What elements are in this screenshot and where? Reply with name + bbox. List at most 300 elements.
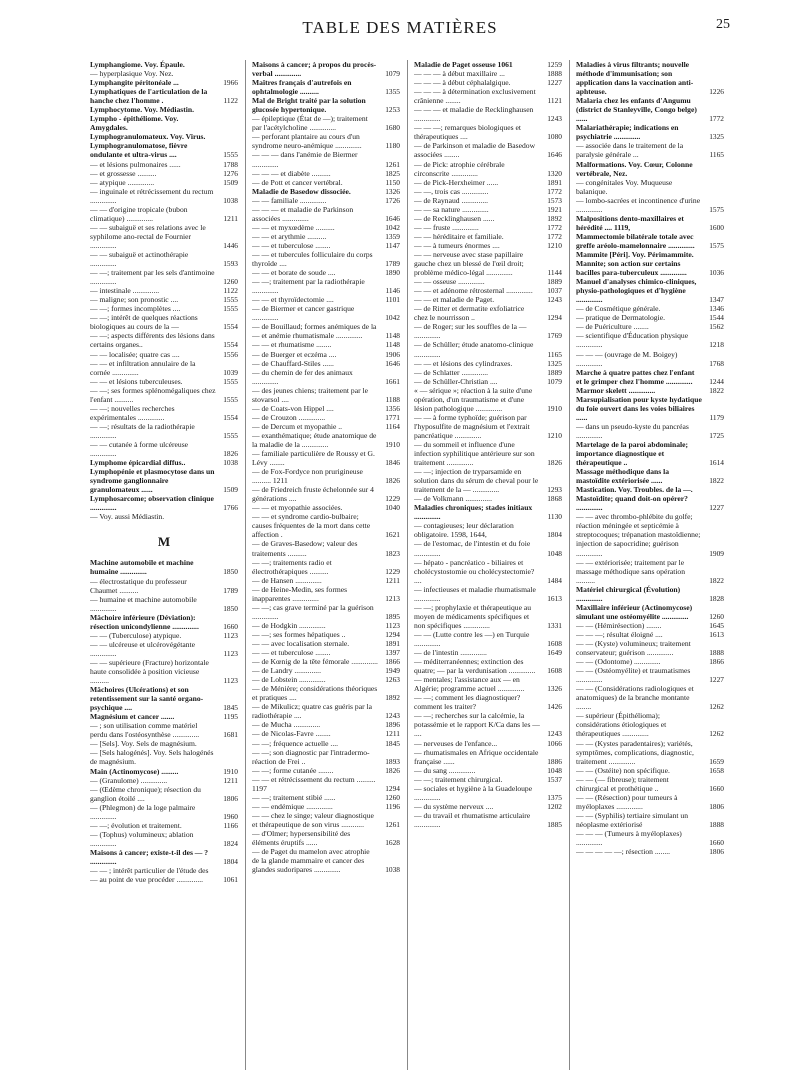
index-entry [414,241,562,250]
index-entry [252,576,400,585]
entry-page-number: 1320 [547,168,562,178]
entry-term: — — — et diabète .......... [252,168,331,178]
entry-term: Massage méthodique dans la mastoïdite extériorisée ...... [576,467,670,486]
entry-term: — de Hansen .............. [252,575,322,585]
index-entry [252,114,400,132]
entry-page-number: 1554 [223,322,238,332]
entry-page-number: 1325 [547,358,562,368]
entry-term: Lymphangiome. Voy. Épaule. [90,60,185,69]
entry-term: — — —; remarques biologiques et thérapeutiques .... [414,123,521,142]
entry-page-number: 1355 [385,87,400,97]
entry-term: — lombo-sacrées et incontinence d'urine .............. [576,195,701,214]
entry-page-number: 1806 [223,793,238,803]
index-entry [90,205,238,223]
entry-term: — — endémique .............. [252,801,333,811]
entry-term: — de Crouzon .............. [252,412,326,422]
column-divider [245,60,246,1070]
entry-term: — familiale particulière de Roussy et G. Lévy ........ [252,449,375,468]
entry-page-number: 1960 [223,811,238,821]
entry-term: Lymphopénie et plasmocytose dans un syndrome ganglionnaire granulomateux ...... [90,467,215,495]
entry-page-number: 1593 [223,259,238,269]
index-entry [576,711,724,738]
entry-term: — —; résultats de la radiothérapie .............. [90,421,195,440]
entry-page-number: 1725 [709,430,724,440]
entry-term: — — et thyroïdectomie .... [252,295,334,305]
entry-term: — (Tophus) volumineux; ablation .............. [90,829,194,848]
index-entry [252,558,400,576]
entry-term: — — et tuberculose ........ [252,648,331,658]
entry-term: — de Schlatter .............. [414,367,489,377]
entry-term: — — (Hémirésection) ........ [576,620,662,630]
index-entry [90,558,238,576]
index-entry [252,277,400,295]
entry-page-number: 1772 [547,222,562,232]
entry-page-number: 1195 [223,712,238,722]
entry-page-number: 1261 [385,159,400,169]
entry-term: — —; forme cutanée ........ [252,765,334,775]
entry-page-number: 1771 [385,412,400,422]
entry-page-number: 1822 [709,385,724,395]
entry-term: Marche à quatre pattes chez l'enfant et le grimper chez l'homme .............. [576,367,695,386]
entry-term: — de Parkinson et maladie de Basedow associées ........ [414,141,536,160]
entry-page-number: 1244 [709,376,724,386]
entry-term: — —; son diagnostic par l'intradermo-réaction de Frei .. [252,747,370,766]
entry-term: — sociales et hygiène à la Guadeloupe .............. [414,783,533,802]
entry-page-number: 1769 [547,331,562,341]
entry-term: — — cutanée à forme ulcéreuse .............. [90,439,189,459]
entry-page-number: 1600 [709,222,724,232]
index-entry [576,259,724,277]
entry-term: — — (Ostéomyélite) et traumatismes .............. [576,666,691,685]
entry-page-number: 1123 [385,620,400,630]
entry-term: — de Ritter et dermatite exfoliatrice chez le nourrisson .. [414,304,525,323]
entry-term: — — et arythmie .......... [252,231,327,241]
entry-term: — (Œdème chronique); résection du ganglion étoilé .... [90,784,201,803]
entry-term: — — — à détermination exclusivement crânienne ........ [414,87,536,106]
index-entry [414,214,562,223]
entry-page-number: 1850 [223,567,238,577]
index-entry [90,658,238,685]
index-entry [90,268,238,286]
entry-page-number: 1210 [547,240,562,250]
index-entry [414,187,562,196]
entry-term: — — — à début maxillaire ... [414,69,505,79]
entry-term: — — et rétrécissement du rectum .......... 1197 [252,774,376,793]
entry-page-number: 1613 [547,593,562,603]
index-entry [414,359,562,368]
index-entry [414,494,562,503]
entry-page-number: 1888 [547,69,562,79]
index-entry [414,250,562,277]
index-entry [90,69,238,78]
entry-page-number: 1039 [223,367,238,377]
entry-page-number: 1484 [547,575,562,585]
section-letter: M [157,534,171,550]
entry-term: Malariathérapie; indications en psychiatrie .............. [576,123,679,142]
index-entry [252,449,400,467]
index-entry [414,141,562,159]
entry-term: Malformations. Voy. Cœur, Colonne vertébrale, Nez. [576,159,693,178]
index-entry [414,675,562,693]
entry-page-number: 1555 [223,150,238,160]
entry-term: — associée dans le traitement de la paralysie générale ... [576,141,684,160]
index-entry [576,214,724,232]
index-entry [252,793,400,802]
index-entry [414,811,562,829]
entry-page-number: 1910 [223,766,238,776]
entry-page-number: 1130 [547,512,562,522]
index-entry [90,286,238,295]
entry-page-number: 1613 [709,629,724,639]
entry-term: — — — (Tumeurs à myéloplaxes) .............. [576,828,682,848]
entry-page-number: 1144 [547,268,562,278]
entry-page-number: 1555 [223,376,238,386]
entry-page-number: 1886 [547,756,562,766]
index-entry [90,160,238,169]
entry-page-number: 1788 [223,159,238,169]
entry-page-number: 1227 [709,675,724,685]
entry-term: — — — (ouvrage de M. Boigey) .............. [576,349,678,368]
entry-page-number: 1426 [547,702,562,712]
entry-page-number: 1823 [385,548,400,558]
index-entry [414,440,562,467]
index-entry [414,603,562,630]
entry-page-number: 1804 [223,856,238,866]
entry-page-number: 1845 [385,738,400,748]
index-entry [252,169,400,178]
index-entry [90,866,238,884]
entry-term: — de Raynaud .............. [414,195,489,205]
entry-page-number: 1660 [709,838,724,848]
entry-term: — — (Ostéite) non spécifique. [576,765,670,775]
entry-term: — de Lobstein .............. [252,675,326,685]
entry-page-number: 1910 [385,439,400,449]
entry-term: Maîtres français d'autrefois en ophtalmologie .......... [252,78,352,97]
index-entry [252,386,400,404]
entry-page-number: 1893 [385,756,400,766]
entry-page-number: 1202 [547,801,562,811]
entry-term: — de Heine-Medin, ses formes inapparentes .............. [252,584,348,603]
index-entry [90,440,238,458]
entry-term: — inguinale et rétrécissement du rectum .............. [90,186,214,205]
index-entry [90,350,238,359]
entry-term: Magnésium et cancer ....... [90,712,175,722]
entry-term: — scientifique d'Éducation physique .............. [576,331,689,350]
entry-page-number: 1326 [547,684,562,694]
index-entry [252,657,400,666]
index-entry [576,96,724,123]
index-entry [252,648,400,657]
entry-page-number: 1038 [223,458,238,468]
entry-term: — de Roger; sur les souffles de la — .............. [414,322,527,341]
entry-term: — — et maladie de Paget. [414,295,495,305]
page-title: TABLE DES MATIÈRES [302,18,498,37]
entry-page-number: 1260 [385,792,400,802]
entry-page-number: 1210 [547,430,562,440]
entry-term: — de Kœnig de la tête fémorale .............. [252,657,378,667]
index-entry [414,368,562,377]
entry-page-number: 1768 [709,358,724,368]
entry-term: — — subaiguë et actinothérapie .............. [90,249,189,269]
entry-page-number: 1446 [223,240,238,250]
index-entry [576,422,724,440]
index-entry [252,802,400,811]
entry-page-number: 1165 [709,150,724,160]
entry-page-number: 1544 [709,313,724,323]
entry-term: — de Dercum et myopathie .. [252,421,343,431]
entry-page-number: 1227 [547,78,562,88]
entry-term: Malaria chez les enfants d'Angumu (district de Stanleyville, Congo belge) ...... [576,96,697,124]
entry-term: Matériel chirurgical (Évolution) .............. [576,584,681,603]
entry-term: — — et infiltration annulaire de la cornée .............. [90,358,196,377]
entry-term: Maisons à cancer; existe-t-il des — ? .............. [90,847,209,866]
entry-term: — — à forme typhoïde; guérison par l'hyposulfite de magnésium et l'extrait pancréatique .............. [414,412,530,440]
entry-page-number: 1196 [385,801,400,811]
entry-term: — — — à début céphalalgique. [414,78,511,88]
index-entry [576,603,724,621]
index-entry [252,666,400,675]
entry-term: — —; fréquence actuelle .... [252,738,339,748]
entry-term: — humaine et machine automobile .............. [90,594,197,613]
entry-page-number: 1038 [223,195,238,205]
entry-page-number: 1909 [709,548,724,558]
entry-page-number: 1826 [223,449,238,459]
entry-term: — de Ménière; considérations théoriques et pratiques .... [252,684,378,703]
entry-term: Mammectomie bilatérale totale avec greffe aréolo-mamelonnaire .............. [576,231,695,250]
index-entry [576,739,724,766]
entry-page-number: 1038 [385,865,400,875]
index-entry [252,539,400,557]
index-entry [252,78,400,96]
entry-page-number: 1397 [385,648,400,658]
entry-term: — — (Tuberculose) atypique. [90,630,182,640]
entry-page-number: 1359 [385,231,400,241]
index-entry [576,684,724,711]
entry-term: — des jeunes chiens; traitement par le stovarsol .... [252,385,368,404]
entry-term: — —; cas grave terminé par la guérison .............. [252,602,374,621]
index-entry [90,187,238,205]
entry-term: — — et adénome rétrosternal .............. [414,286,533,296]
entry-page-number: 1188 [385,394,400,404]
index-entry [576,440,724,467]
entry-term: — — (— fibreuse); traitement chirurgical et prothétique .. [576,774,669,793]
entry-term: — de Volkmann .............. [414,494,492,504]
entry-term: — ; son utilisation comme matériel perdu dans l'ostéosynthèse .............. [90,721,200,740]
index-entry [576,467,724,485]
entry-page-number: 1891 [547,177,562,187]
entry-page-number: 1646 [547,150,562,160]
entry-term: — du chemin de fer des animaux .............. [252,367,353,386]
entry-page-number: 1066 [547,738,562,748]
entry-term: — électrostatique du professeur Chaumet .......... [90,576,187,595]
entry-term: — (Granulome) .............. [90,775,168,785]
entry-page-number: 1824 [223,838,238,848]
index-entry [576,585,724,603]
entry-term: Maladie de Basedow dissociée. [252,186,351,196]
index-entry [252,304,400,322]
entry-term: — — — dans l'anémie de Biermer .............. [252,150,358,169]
entry-term: — — et syndrome cardio-bulbaire; causes fréquentes de la mort dans cette affection . [252,512,371,540]
entry-page-number: 1042 [385,222,400,232]
entry-page-number: 1347 [709,295,724,305]
entry-page-number: 1375 [547,792,562,802]
index-entry [90,458,238,467]
entry-page-number: 1537 [547,774,562,784]
index-entry [576,847,724,856]
index-entry [90,577,238,595]
entry-term: — épileptique (État de —); traitement par l'acétylcholine .............. [252,114,368,133]
index-entry [414,648,562,657]
index-entry [90,295,238,304]
entry-term: — pratique de Dermatologie. [576,313,665,323]
index-entry [252,467,400,485]
entry-term: — —; évolution et traitement. [90,820,182,830]
entry-page-number: 1227 [709,503,724,513]
entry-term: — —; nouvelles recherches expérimentales .............. [90,403,175,422]
index-entry [252,413,400,422]
index-entry [576,232,724,250]
entry-page-number: 1048 [547,548,562,558]
entry-page-number: 1211 [223,775,238,785]
entry-term: — —; intérêt de quelques réactions biologiques au cours de la — [90,313,198,332]
entry-page-number: 1079 [547,376,562,386]
entry-term: Manuel d'analyses chimico-cliniques, physio-pathologiques et d'hygiène .............. [576,277,697,305]
index-entry [414,277,562,286]
entry-term: — — et myxœdème .......... [252,222,335,232]
index-entry [252,675,400,684]
entry-term: Maisons à cancer; à propos du procès-verbal .............. [252,60,377,79]
entry-page-number: 1649 [547,648,562,658]
entry-page-number: 1259 [547,60,562,69]
entry-term: — de Cosmétique générale. [576,304,661,314]
entry-page-number: 1772 [709,114,724,124]
entry-term: — hépato - pancréatico - biliaires et cholécystostomie ou cholécystectomie? .... [414,557,535,585]
entry-term: Malpositions dento-maxillaires et hérédité .... 1119, [576,213,684,232]
entry-page-number: 1218 [709,340,724,350]
index-entry [414,711,562,738]
column-divider [407,60,408,1070]
entry-term: — — fruste .............. [414,222,479,232]
entry-page-number: 1180 [385,141,400,151]
index-entry [252,811,400,829]
index-entry [252,847,400,874]
index-entry [576,766,724,775]
entry-page-number: 1661 [385,376,400,386]
index-entry [90,631,238,640]
entry-term: — —; injection de tryparsamide en solution dans du sérum de cheval pour le traitement de la — .............. [414,467,539,495]
entry-page-number: 1772 [547,231,562,241]
entry-term: — — — et maladie de Recklinghausen .............. [414,105,534,124]
index-entry [90,60,238,69]
entry-term: Marsupialisation pour kyste hydatique du foie ouvert dans les voies biliaires ...... [576,394,702,422]
entry-page-number: 1806 [709,847,724,857]
index-entry [576,793,724,811]
entry-page-number: 1346 [709,304,724,314]
entry-page-number: 1846 [385,458,400,468]
entry-term: Lymphogranulomatose, fièvre ondulante et ultra-virus .... [90,141,188,160]
entry-page-number: 1888 [709,648,724,658]
entry-page-number: 1825 [385,168,400,178]
entry-term: — de Nicolas-Favre ........ [252,729,331,739]
entry-page-number: 1356 [385,403,400,413]
index-entry [414,766,562,775]
index-entry [414,87,562,105]
entry-page-number: 1826 [385,476,400,486]
entry-term: — du sang .............. [414,765,476,775]
index-entry [252,739,400,748]
entry-term: Mâchoires (Ulcérations) et son retentissement sur la santé organo-psychique .... [90,685,204,713]
entry-term: — de Pott et cancer vertébral. [252,177,343,187]
entry-page-number: 1608 [547,666,562,676]
index-entry [252,340,400,349]
entry-term: Maladies à virus filtrants; nouvelle méthode d'immunisation; son application dans la vaccination anti-aphteuse. [576,60,694,97]
entry-page-number: 1179 [709,412,724,422]
entry-term: — — (Kyste) volumineux; traitement conservateur; guérison .............. [576,639,691,658]
index-entry [414,340,562,358]
entry-term: — de Landry .............. [252,666,321,676]
entry-term: — — (Syphilis) tertiaire simulant un néoplasme extériorisé [576,810,688,829]
entry-term: — perforant plantaire au cours d'un syndrome neuro-anémique .............. [252,132,362,151]
index-entry [414,232,562,241]
index-entry [90,250,238,268]
entry-term: — rhumatismales en Afrique occidentale française ...... [414,747,539,766]
entry-term: — et grossesse .......... [90,168,157,178]
entry-term: — — avec thrombo-phlébite du golfe; réaction méningée et septicémie à streptocoques; trépanation mastoïdienne; injection de sapocridine; guérison .............. [576,512,701,558]
entry-page-number: 1556 [223,349,238,359]
index-entry [252,829,400,847]
entry-term: Maxillaire inférieur (Actinomycose) simulant une ostéomyélite .............. [576,602,693,621]
index-entry [252,250,400,268]
entry-term: — supérieur (Épithélioma); considérations étiologiques et thérapeutiques .............. [576,711,667,739]
index-entry [252,702,400,720]
entry-page-number: 1294 [385,629,400,639]
index-entry [252,748,400,766]
entry-page-number: 1037 [547,286,562,296]
entry-term: — — et tuberculose ........ [252,240,331,250]
index-columns [90,60,730,1074]
index-entry [90,404,238,422]
entry-term: — exanthématique; étude anatomique de la maladie de la .............. [252,430,377,449]
index-entry [90,595,238,613]
entry-page-number: 1562 [709,322,724,332]
entry-term: — — (Considérations radiologiques et anatomiques) de la branche montante ........ [576,684,694,712]
index-entry [576,60,724,96]
entry-page-number: 1260 [223,277,238,287]
entry-term: — de Coats-von Hippel .... [252,403,334,413]
index-entry [414,521,562,539]
entry-term: — de Puériculture ........ [576,322,649,332]
entry-page-number: 1555 [223,430,238,440]
entry-term: — —; traitement par les sels d'antimoine .............. [90,268,215,287]
entry-page-number: 1885 [547,819,562,829]
index-entry [414,503,562,521]
index-entry [252,268,400,277]
index-entry [576,639,724,657]
entry-term: — dans un pseudo-kyste du pancréas .............. [576,421,689,440]
entry-term: — de Paget du mamelon avec atrophie de la glande mammaire et cancer des glandes sudoripares .............. [252,847,370,875]
entry-term: — méditerranéennes; extinction des quatre; — par la verdunisation .............. [414,657,536,676]
index-entry [90,331,238,349]
index-entry [576,512,724,557]
entry-page-number: 1866 [385,657,400,667]
entry-page-number: 1509 [223,177,238,187]
index-entry [414,78,562,87]
entry-page-number: 1229 [385,566,400,576]
index-entry [90,767,238,776]
column-divider [569,60,570,1070]
entry-page-number: 1262 [709,729,724,739]
index-entry [414,539,562,557]
